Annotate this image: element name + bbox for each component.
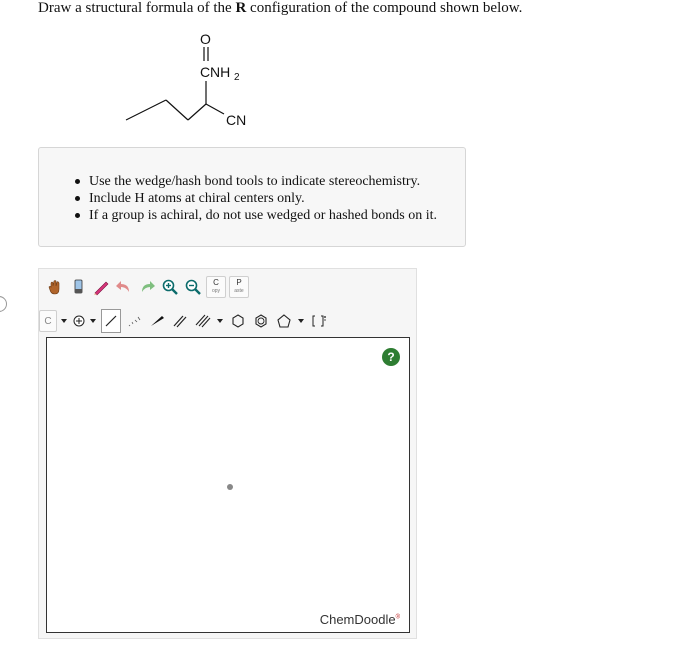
cyclopentane-icon: [276, 313, 292, 329]
instruction-item: Use the wedge/hash bond tools to indicate stereochemistry.: [89, 173, 437, 190]
eraser-tool-button[interactable]: [68, 276, 88, 298]
side-control[interactable]: [0, 296, 7, 312]
element-dropdown[interactable]: [60, 310, 68, 332]
cyclohexane-icon: [230, 313, 246, 329]
benzene-icon: [253, 313, 269, 329]
chevron-down-icon: [217, 319, 223, 323]
cyclopentane-button[interactable]: [274, 310, 294, 332]
copy-sublabel: opy: [211, 288, 221, 294]
question-bold: R: [235, 0, 247, 16]
chevron-down-icon: [298, 319, 304, 323]
wedge-bond-button[interactable]: [147, 310, 167, 332]
bracket-tool-button[interactable]: [309, 310, 329, 332]
paste-sublabel: aste: [234, 288, 244, 294]
element-button[interactable]: [39, 310, 57, 332]
hand-tool-button[interactable]: [45, 276, 65, 298]
oxygen-label: O: [200, 31, 211, 47]
amide-subscript: 2: [234, 72, 240, 83]
help-button[interactable]: [382, 348, 400, 366]
drawing-canvas[interactable]: [46, 337, 410, 633]
toolbar-row-1: [45, 274, 252, 300]
canvas-center-dot: [227, 484, 233, 490]
undo-icon: [115, 278, 133, 296]
redo-button[interactable]: [137, 276, 157, 298]
instruction-item: Include H atoms at chiral centers only.: [89, 190, 437, 207]
chevron-down-icon: [61, 319, 67, 323]
chemdoodle-logo[interactable]: [320, 612, 400, 627]
single-bond-button[interactable]: [101, 309, 121, 333]
charge-dropdown[interactable]: [89, 310, 97, 332]
question-suffix: configuration of the compound shown below.: [246, 0, 523, 16]
lasso-tool-button[interactable]: [91, 276, 111, 298]
redo-icon: [138, 278, 156, 296]
cyclohexane-button[interactable]: [228, 310, 248, 332]
triple-bond-button[interactable]: [193, 310, 213, 332]
question-prefix: Draw a structural formula of the: [38, 0, 236, 16]
ring-dropdown[interactable]: [297, 310, 305, 332]
eraser-icon: [69, 278, 87, 296]
undo-button[interactable]: [114, 276, 134, 298]
question-text: [38, 0, 522, 17]
brand-text: ChemDoodle: [319, 612, 396, 627]
instructions-list: [89, 173, 437, 224]
molecule-structure: [120, 28, 290, 138]
copy-label: C: [213, 278, 219, 287]
zoom-in-icon: [161, 278, 179, 296]
single-bond-icon: [104, 314, 118, 328]
hash-bond-button[interactable]: [124, 310, 144, 332]
hand-icon: [46, 278, 64, 296]
chevron-down-icon: [90, 319, 96, 323]
double-bond-icon: [172, 314, 188, 328]
amide-nh-label: NH: [210, 64, 231, 80]
toolbar-row-2: [39, 308, 332, 334]
benzene-button[interactable]: [251, 310, 271, 332]
lasso-icon: [92, 278, 110, 296]
paste-label: P: [236, 278, 242, 287]
nitrile-label: CN: [226, 112, 247, 128]
charge-button[interactable]: [72, 310, 86, 332]
paste-button[interactable]: [229, 276, 249, 298]
help-icon: ?: [387, 350, 395, 364]
double-bond-button[interactable]: [170, 310, 190, 332]
triple-bond-icon: [195, 314, 211, 328]
element-label: C: [44, 315, 52, 327]
bracket-icon: [311, 314, 327, 328]
instruction-item: If a group is achiral, do not use wedged or hashed bonds on it.: [89, 208, 437, 223]
brand-mark: ®: [395, 614, 400, 621]
zoom-out-icon: [184, 278, 202, 296]
hash-bond-icon: [126, 314, 142, 328]
chemdoodle-editor: [38, 268, 417, 639]
amide-carbon-label: C: [200, 64, 211, 80]
bond-dropdown[interactable]: [216, 310, 224, 332]
copy-button[interactable]: [206, 276, 226, 298]
instructions-box: [38, 147, 466, 247]
wedge-bond-icon: [149, 314, 165, 328]
zoom-out-button[interactable]: [183, 276, 203, 298]
charge-plus-icon: [73, 315, 85, 327]
zoom-in-button[interactable]: [160, 276, 180, 298]
